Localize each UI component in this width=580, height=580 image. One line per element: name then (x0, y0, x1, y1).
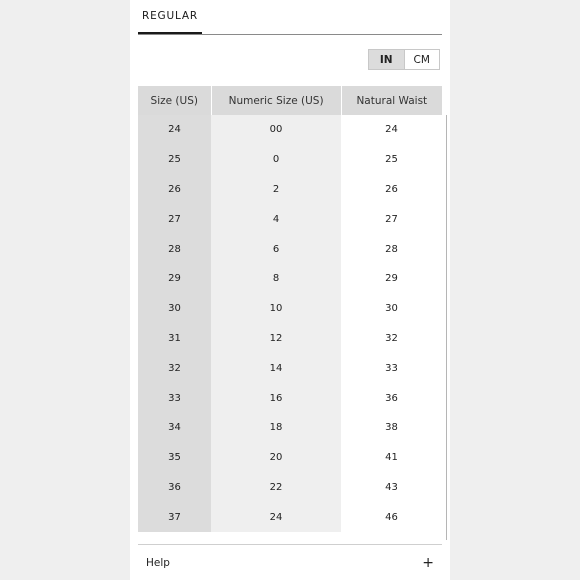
unit-in-button[interactable]: IN (369, 50, 404, 69)
cell-size-us: 30 (138, 294, 211, 324)
cell-size-us: 33 (138, 383, 211, 413)
cell-numeric-size: 16 (211, 383, 341, 413)
cell-natural-waist: 30 (341, 294, 442, 324)
cell-size-us: 29 (138, 264, 211, 294)
divider (138, 544, 442, 545)
cell-size-us: 34 (138, 413, 211, 443)
cell-natural-waist: 24 (341, 115, 442, 145)
cell-numeric-size: 00 (211, 115, 341, 145)
cell-numeric-size: 22 (211, 473, 341, 503)
table-row (138, 443, 442, 473)
table-row (138, 204, 442, 234)
cell-natural-waist: 43 (341, 473, 442, 503)
cell-size-us: 31 (138, 324, 211, 354)
table-row (138, 383, 442, 413)
cell-numeric-size: 6 (211, 234, 341, 264)
cell-numeric-size: 2 (211, 175, 341, 205)
table-row (138, 502, 442, 532)
cell-size-us: 35 (138, 443, 211, 473)
table-row (138, 413, 442, 443)
plus-icon: + (422, 555, 434, 571)
cell-natural-waist: 38 (341, 413, 442, 443)
cell-size-us: 36 (138, 473, 211, 503)
cell-size-us: 32 (138, 353, 211, 383)
cell-size-us: 24 (138, 115, 211, 145)
cell-natural-waist: 36 (341, 383, 442, 413)
help-accordion[interactable] (138, 552, 442, 574)
cell-numeric-size: 18 (211, 413, 341, 443)
scrollbar-track[interactable] (446, 115, 447, 540)
size-guide-panel (130, 0, 450, 580)
size-table (138, 86, 442, 532)
cell-natural-waist: 26 (341, 175, 442, 205)
cell-size-us: 28 (138, 234, 211, 264)
cell-natural-waist: 41 (341, 443, 442, 473)
cell-numeric-size: 20 (211, 443, 341, 473)
table-row (138, 145, 442, 175)
header-size-us: Size (US) (150, 94, 198, 107)
table-row (138, 294, 442, 324)
cell-natural-waist: 32 (341, 324, 442, 354)
cell-numeric-size: 8 (211, 264, 341, 294)
cell-numeric-size: 10 (211, 294, 341, 324)
cell-natural-waist: 25 (341, 145, 442, 175)
table-body (138, 115, 442, 532)
table-header (138, 86, 442, 115)
table-row (138, 115, 442, 145)
cell-natural-waist: 27 (341, 204, 442, 234)
cell-numeric-size: 24 (211, 502, 341, 532)
cell-size-us: 27 (138, 204, 211, 234)
cell-natural-waist: 29 (341, 264, 442, 294)
cell-natural-waist: 28 (341, 234, 442, 264)
cell-numeric-size: 12 (211, 324, 341, 354)
table-row (138, 175, 442, 205)
table-row (138, 324, 442, 354)
table-row (138, 264, 442, 294)
unit-cm-button[interactable]: CM (404, 50, 440, 69)
cell-numeric-size: 0 (211, 145, 341, 175)
cell-numeric-size: 4 (211, 204, 341, 234)
tab-bar (138, 0, 442, 35)
unit-toggle (368, 49, 440, 70)
tab-regular[interactable]: REGULAR (138, 0, 202, 34)
header-numeric-size: Numeric Size (US) (211, 86, 341, 115)
cell-natural-waist: 33 (341, 353, 442, 383)
cell-size-us: 37 (138, 502, 211, 532)
table-row (138, 473, 442, 503)
cell-numeric-size: 14 (211, 353, 341, 383)
cell-size-us: 26 (138, 175, 211, 205)
header-natural-waist: Natural Waist (341, 86, 442, 115)
help-label: Help (146, 557, 170, 569)
cell-natural-waist: 46 (341, 502, 442, 532)
table-row (138, 234, 442, 264)
cell-size-us: 25 (138, 145, 211, 175)
table-row (138, 353, 442, 383)
